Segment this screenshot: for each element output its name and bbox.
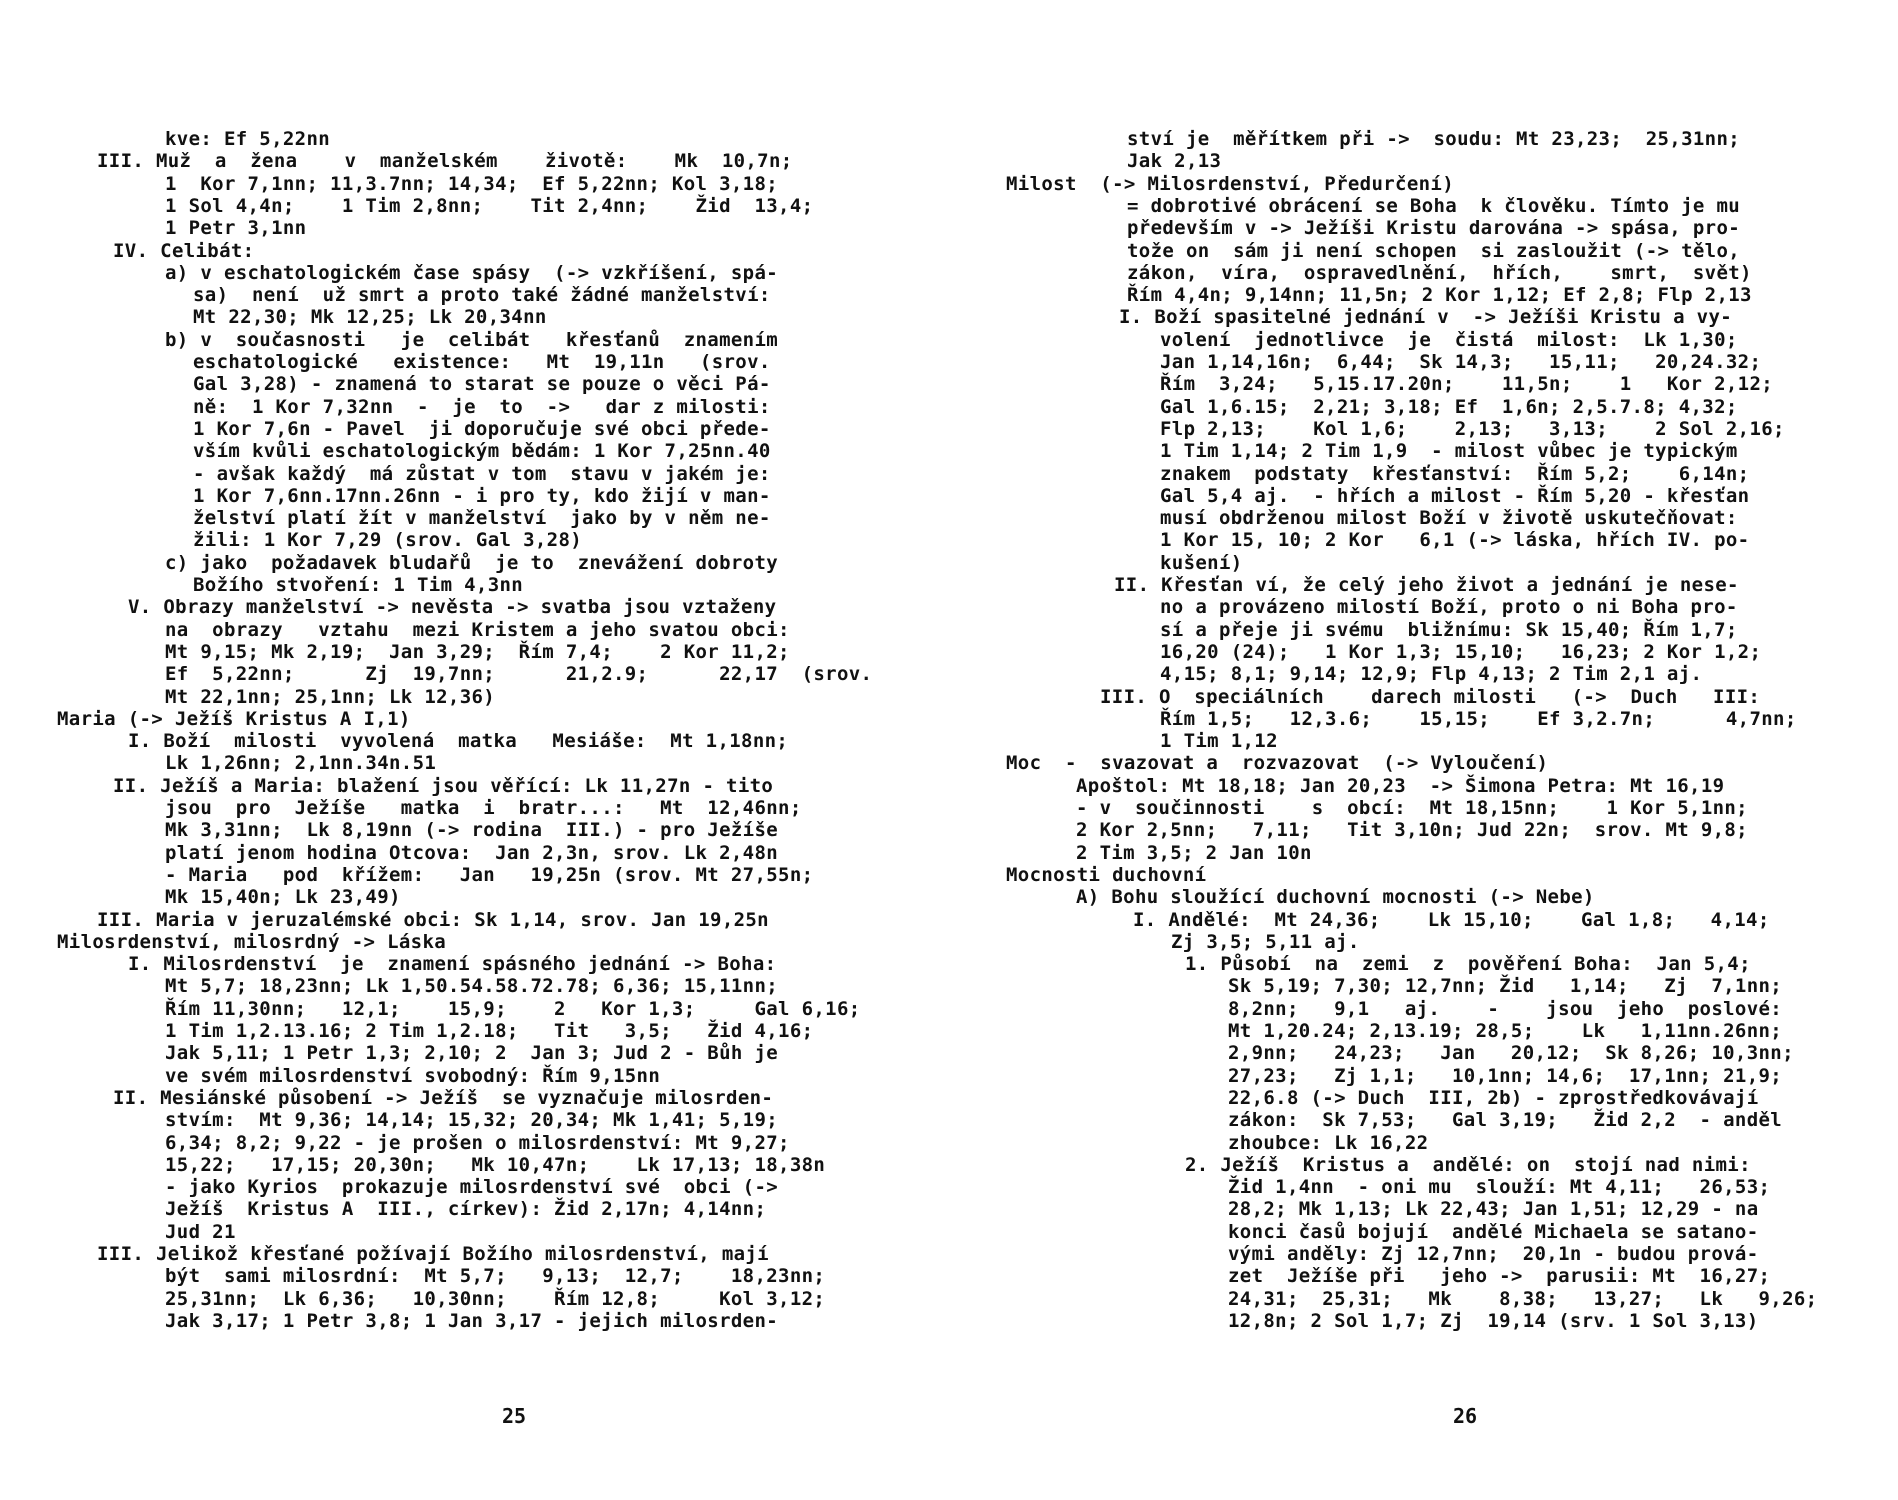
left-page-text-line: III. Jelikož křesťané požívají Božího milosrdenství, mají <box>97 1243 769 1265</box>
left-page-text-line: Mt 5,7; 18,23nn; Lk 1,50.54.58.72.78; 6,36; 15,11nn; <box>165 975 779 998</box>
left-page-text-line: IV. Celibát: <box>113 239 255 262</box>
right-page-text-line: - v součinnosti s obcí: Mt 18,15nn; 1 Kor 5,1nn; <box>1076 797 1748 819</box>
left-page-text-line: I. Milosrdenství je znamení spásného jednání -> Boha: <box>128 953 777 976</box>
right-page-text-line: Řím 4,4n; 9,14nn; 11,5n; 2 Kor 1,12; Ef 2,8; Flp 2,13 <box>1127 284 1752 307</box>
left-page-text-line: Ef 5,22nn; Zj 19,7nn; 21,2.9; 22,17 (srov. <box>165 663 873 686</box>
left-page-text-line: II. Ježíš a Maria: blažení jsou věřící: Lk 11,27n - tito <box>113 774 774 797</box>
left-page-text-line: Milosrdenství, milosrdný -> Láska <box>57 930 447 953</box>
right-page-text-line: I. Andělé: Mt 24,36; Lk 15,10; Gal 1,8; 4,14; <box>1133 908 1770 931</box>
left-page-text-line: III. Maria v jeruzalémské obci: Sk 1,14, srov. Jan 19,25n <box>97 908 769 931</box>
right-page-text-line: Žid 1,4nn - oni mu slouží: Mt 4,11; 26,53; <box>1228 1176 1771 1199</box>
right-page-text-line: sí a přeje ji svému bližnímu: Sk 15,40; Řím 1,7; <box>1160 618 1738 641</box>
right-page-text-line: kušení) <box>1160 551 1243 574</box>
left-page-text-line: platí jenom hodina Otcova: Jan 2,3n, srov. Lk 2,48n <box>165 841 779 864</box>
right-page-text-line: Gal 5,4 aj. - hřích a milost - Řím 5,20 - křesťan <box>1160 484 1750 507</box>
left-page-text-line: Božího stvoření: 1 Tim 4,3nn <box>193 574 524 596</box>
left-page-text-line: c) jako požadavek bludařů je to znevážení dobroty <box>165 551 779 574</box>
right-page-text-line: 2,9nn; 24,23; Jan 20,12; Sk 8,26; 10,3nn; <box>1228 1042 1794 1065</box>
right-page-text-line: zákon, víra, ospravedlnění, hřích, smrt, svět) <box>1127 261 1752 284</box>
left-page-text-line: jsou pro Ježíše matka i bratr...: Mt 12,46nn; <box>165 797 802 819</box>
left-page-text-line: - jako Kyrios prokazuje milosrdenství své obci (-> <box>165 1176 779 1199</box>
right-page-text-line: ství je měřítkem při -> soudu: Mt 23,23; 25,31nn; <box>1127 128 1741 150</box>
left-page-text-line: V. Obrazy manželství -> nevěsta -> svatba jsou vztaženy <box>128 596 777 619</box>
right-page-text-line: 1 Tim 1,14; 2 Tim 1,9 - milost vůbec je typickým <box>1160 440 1738 463</box>
right-page-text-line: 1 Tim 1,12 <box>1160 730 1278 753</box>
right-page-text-line: 2. Ježíš Kristus a andělé: on stojí nad nimi: <box>1185 1153 1751 1176</box>
right-page-text-line: = dobrotivé obrácení se Boha k člověku. Tímto je mu <box>1127 194 1741 217</box>
right-page-text-line: zhoubce: Lk 16,22 <box>1228 1131 1429 1154</box>
right-page-text-line: Zj 3,5; 5,11 aj. <box>1171 930 1360 953</box>
right-page-text-line: 16,20 (24); 1 Kor 1,3; 15,10; 16,23; 2 Kor 1,2; <box>1160 640 1762 663</box>
left-page-text-line: 1 Tim 1,2.13.16; 2 Tim 1,2.18; Tit 3,5; Žid 4,16; <box>165 1020 814 1042</box>
right-page-text-line: no a provázeno milostí Boží, proto o ni Boha pro- <box>1160 596 1738 619</box>
left-page-text-line: II. Mesiánské působení -> Ježíš se vyznačuje milosrden- <box>113 1086 774 1109</box>
right-page-text-line: Jak 2,13 <box>1127 150 1222 173</box>
right-page-text-line: II. Křesťan ví, že celý jeho život a jednání je nese- <box>1114 574 1739 596</box>
right-page-text-line: Gal 1,6.15; 2,21; 3,18; Ef 1,6n; 2,5.7.8; 4,32; <box>1160 395 1738 418</box>
right-page-text-line: zákon: Sk 7,53; Gal 3,19; Žid 2,2 - anděl <box>1228 1109 1783 1132</box>
left-page-text-line: Mt 9,15; Mk 2,19; Jan 3,29; Řím 7,4; 2 Kor 11,2; <box>165 640 790 663</box>
right-page-text-line: Sk 5,19; 7,30; 12,7nn; Žid 1,14; Zj 7,1nn; <box>1228 975 1783 998</box>
left-page-text-line: Lk 1,26nn; 2,1nn.34n.51 <box>165 752 437 775</box>
right-page-text-line: konci časů bojují andělé Michaela se satano- <box>1228 1220 1759 1243</box>
right-page-text-line: III. O speciálních darech milosti (-> Duch III: <box>1100 685 1761 708</box>
left-page-text-line: a) v eschatologickém čase spásy (-> vzkříšení, spá- <box>165 261 779 284</box>
right-page-text-line: 1. Působí na zemi z pověření Boha: Jan 5,4; <box>1185 953 1751 976</box>
left-page-text-line: žili: 1 Kor 7,29 (srov. Gal 3,28) <box>193 529 583 552</box>
right-page-text-line: Řím 1,5; 12,3.6; 15,15; Ef 3,2.7n; 4,7nn; <box>1160 707 1797 730</box>
left-page-text-line: Jak 5,11; 1 Petr 1,3; 2,10; 2 Jan 3; Jud 2 - Bůh je <box>165 1042 779 1065</box>
right-page-text-line: 22,6.8 (-> Duch III, 2b) - zprostředkovávají <box>1228 1086 1759 1109</box>
right-page-text-line: zet Ježíše při jeho -> parusii: Mt 16,27; <box>1228 1265 1771 1288</box>
right-page-text-line: Moc - svazovat a rozvazovat (-> Vyloučení) <box>1006 752 1549 775</box>
left-page-text-line: b) v současnosti je celibát křesťanů znamením <box>165 328 779 351</box>
left-page-text-line: želství platí žít v manželství jako by v něm ne- <box>193 507 771 530</box>
right-page-text-line: Milost (-> Milosrdenství, Předurčení) <box>1006 172 1454 195</box>
left-page-text-line: Řím 11,30nn; 12,1; 15,9; 2 Kor 1,3; Gal 6,16; <box>165 997 861 1020</box>
left-page-text-line: být sami milosrdní: Mt 5,7; 9,13; 12,7; 18,23nn; <box>165 1265 826 1288</box>
left-page-text-line: sa) není už smrt a proto také žádné manželství: <box>193 284 771 307</box>
right-page-text-line: Apoštol: Mt 18,18; Jan 20,23 -> Šimona Petra: Mt 16,19 <box>1076 774 1725 797</box>
left-page-text-line: 1 Kor 7,6nn.17nn.26nn - i pro ty, kdo žijí v man- <box>193 484 771 507</box>
right-page-text-line: Mt 1,20.24; 2,13.19; 28,5; Lk 1,11nn.26nn; <box>1228 1020 1783 1042</box>
right-page-text-line: 24,31; 25,31; Mk 8,38; 13,27; Lk 9,26; <box>1228 1287 1818 1310</box>
left-page-text-line: 1 Kor 7,6n - Pavel ji doporučuje své obci přede- <box>193 417 771 440</box>
left-page-text-line: 1 Sol 4,4n; 1 Tim 2,8nn; Tit 2,4nn; Žid 13,4; <box>165 194 814 217</box>
left-page-text-line: 1 Kor 7,1nn; 11,3.7nn; 14,34; Ef 5,22nn; Kol 3,18; <box>165 172 779 195</box>
right-page-text-line: 2 Kor 2,5nn; 7,11; Tit 3,10n; Jud 22n; srov. Mt 9,8; <box>1076 819 1748 842</box>
left-page-text-line: Maria (-> Ježíš Kristus A I,1) <box>57 707 411 730</box>
left-page-text-line: na obrazy vztahu mezi Kristem a jeho svatou obci: <box>165 618 790 641</box>
right-page-text-line: Jan 1,14,16n; 6,44; Sk 14,3; 15,11; 20,24.32; <box>1160 351 1762 373</box>
left-page-text-line: - Maria pod křížem: Jan 19,25n (srov. Mt 27,55n; <box>165 863 814 886</box>
left-page-text-line: 1 Petr 3,1nn <box>165 217 307 240</box>
left-page-text-line: 6,34; 8,2; 9,22 - je prošen o milosrdenství: Mt 9,27; <box>165 1131 790 1154</box>
left-page-text-line: eschatologické existence: Mt 19,11n (srov. <box>193 351 771 373</box>
right-page-text-line: 12,8n; 2 Sol 1,7; Zj 19,14 (srv. 1 Sol 3,13) <box>1228 1309 1759 1332</box>
right-page-text-line: 8,2nn; 9,1 aj. - jsou jeho poslové: <box>1228 997 1783 1020</box>
right-page-text-line: 27,23; Zj 1,1; 10,1nn; 14,6; 17,1nn; 21,9; <box>1228 1064 1783 1087</box>
right-page-text-line: Řím 3,24; 5,15.17.20n; 11,5n; 1 Kor 2,12; <box>1160 373 1774 396</box>
right-page-page-number: 26 <box>1453 1404 1478 1428</box>
right-page-text-line: musí obdrženou milost Boží v životě uskutečňovat: <box>1160 507 1738 530</box>
left-page-text-line: Jak 3,17; 1 Petr 3,8; 1 Jan 3,17 - jejich milosrden- <box>165 1309 779 1332</box>
right-page-text-line: A) Bohu sloužící duchovní mocnosti (-> Nebe) <box>1076 886 1595 909</box>
left-page-page-number: 25 <box>502 1404 527 1428</box>
right-page-text-line: Flp 2,13; Kol 1,6; 2,13; 3,13; 2 Sol 2,16; <box>1160 417 1785 440</box>
left-page-text-line: stvím: Mt 9,36; 14,14; 15,32; 20,34; Mk 1,41; 5,19; <box>165 1109 779 1132</box>
left-page-text-line: ve svém milosrdenství svobodný: Řím 9,15nn <box>165 1064 661 1087</box>
left-page-text-line: kve: Ef 5,22nn <box>165 128 331 150</box>
right-page-text-line: 4,15; 8,1; 9,14; 12,9; Flp 4,13; 2 Tim 2,1 aj. <box>1160 663 1703 686</box>
left-page-text-line: 25,31nn; Lk 6,36; 10,30nn; Řím 12,8; Kol 3,12; <box>165 1287 826 1310</box>
left-page-text-line: Ježíš Kristus A III., církev): Žid 2,17n; 4,14nn; <box>165 1198 767 1221</box>
right-page-text-line: 2 Tim 3,5; 2 Jan 10n <box>1076 841 1312 864</box>
right-page-text-line: I. Boží spasitelné jednání v -> Ježíši Kristu a vy- <box>1119 306 1733 329</box>
left-page-text-line: Mt 22,30; Mk 12,25; Lk 20,34nn <box>193 306 547 329</box>
right-page-text-line: 28,2; Mk 1,13; Lk 22,43; Jan 1,51; 12,29 - na <box>1228 1198 1759 1221</box>
right-page <box>949 0 1898 1500</box>
right-page-text-line: tože on sám ji není schopen si zasloužit (-> tělo, <box>1127 239 1741 262</box>
right-page-text-line: volení jednotlivce je čistá milost: Lk 1,30; <box>1160 328 1738 351</box>
left-page-text-line: ně: 1 Kor 7,32nn - je to -> dar z milosti: <box>193 395 771 418</box>
right-page-text-line: 1 Kor 15, 10; 2 Kor 6,1 (-> láska, hřích IV. po- <box>1160 529 1750 552</box>
left-page-text-line: Mk 3,31nn; Lk 8,19nn (-> rodina III.) - pro Ježíše <box>165 819 779 842</box>
right-page-text-line: především v -> Ježíši Kristu darována -> spása, pro- <box>1127 217 1741 240</box>
left-page-text-line: Jud 21 <box>165 1220 236 1243</box>
left-page-text-line: I. Boží milosti vyvolená matka Mesiáše: Mt 1,18nn; <box>128 730 789 753</box>
left-page-text-line: Mk 15,40n; Lk 23,49) <box>165 886 401 909</box>
right-page-text-line: Mocnosti duchovní <box>1006 863 1207 886</box>
left-page-text-line: III. Muž a žena v manželském životě: Mk 10,7n; <box>97 150 793 173</box>
left-page-text-line: vším kvůli eschatologickým bědám: 1 Kor 7,25nn.40 <box>193 440 771 463</box>
left-page-text-line: Mt 22,1nn; 25,1nn; Lk 12,36) <box>165 685 496 708</box>
left-page-text-line: Gal 3,28) - znamená to starat se pouze o věci Pá- <box>193 373 771 396</box>
right-page-text-line: vými anděly: Zj 12,7nn; 20,1n - budou prová- <box>1228 1243 1759 1265</box>
left-page-text-line: 15,22; 17,15; 20,30n; Mk 10,47n; Lk 17,13; 18,38n <box>165 1153 826 1176</box>
right-page-text-line: znakem podstaty křesťanství: Řím 5,2; 6,14n; <box>1160 462 1750 485</box>
left-page-text-line: - avšak každý má zůstat v tom stavu v jakém je: <box>193 462 771 485</box>
